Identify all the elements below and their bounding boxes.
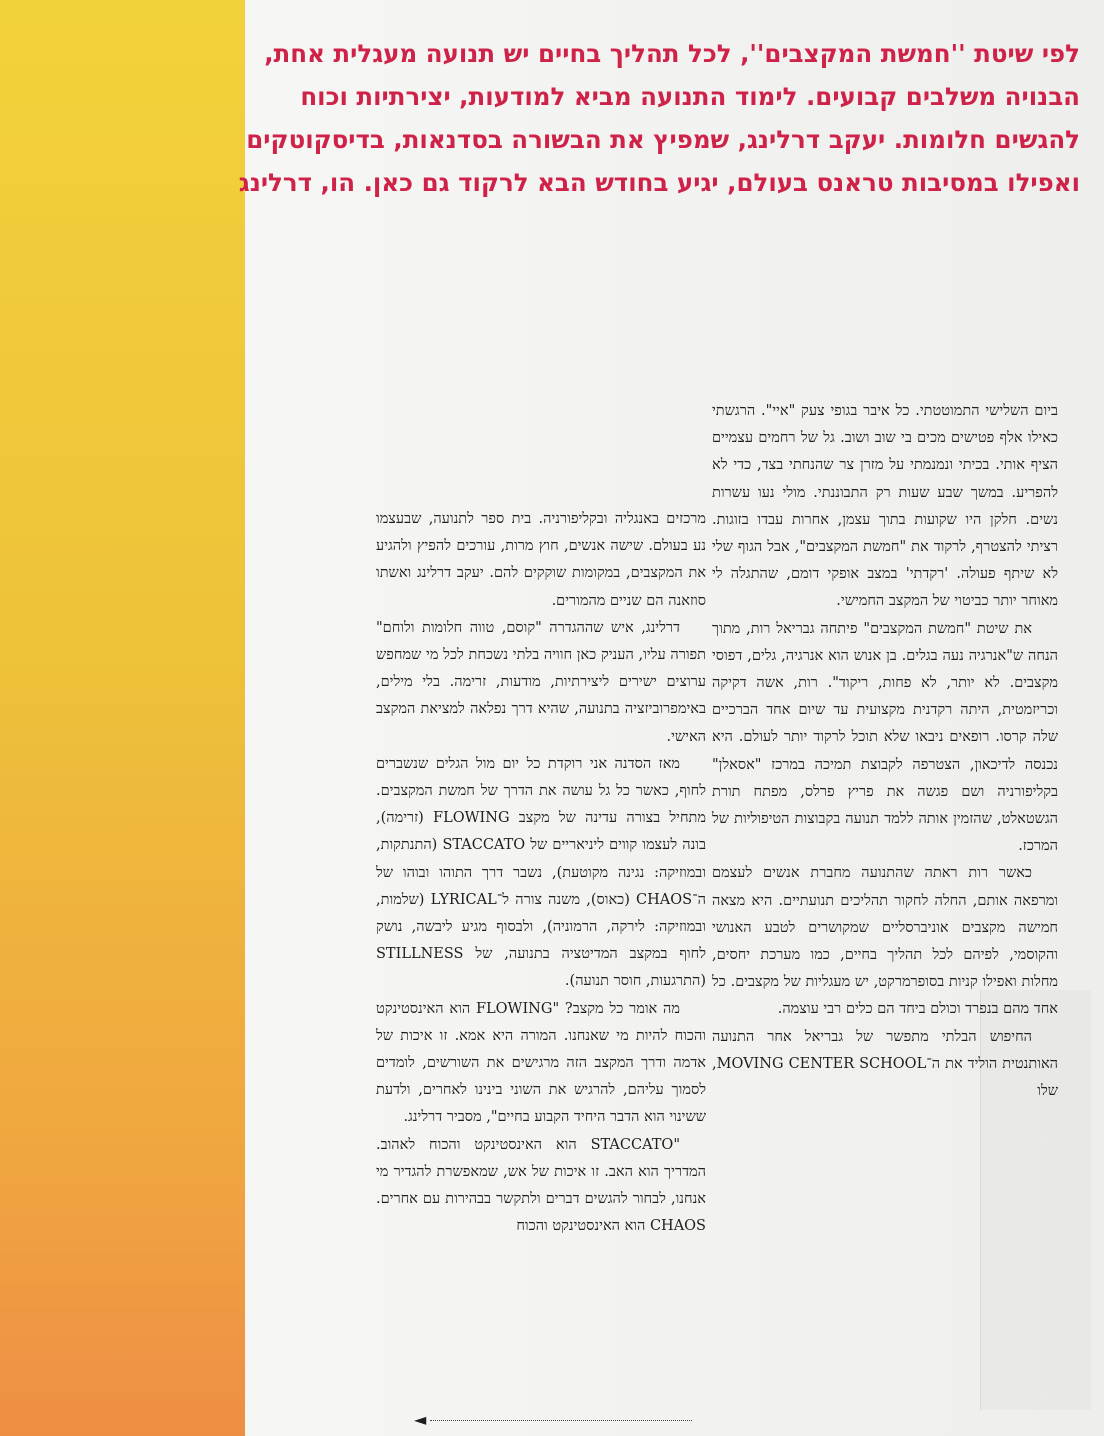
article-column-right: [712, 398, 1058, 1105]
body-paragraph: כאשר רות ראתה שהתנועה מחברת אנשים לעצמם ומרפאה אותם, החלה לחקור תהליכים תנועתיים. היא מצאה חמישה מקצבים אוניברסליים שמקושרים לטבע האנושי והקוסמי, לפיהם לכל תהליך בחיים, כמו מערכת יחסים, מחלות ואפילו קניות בסופרמרקט, יש מעגליות של מקצבים. כל אחד מהם בנפרד וכולם ביחד הם כלים רבי עוצמה.: [712, 865, 1058, 1018]
body-paragraph: מאז הסדנה אני רוקדת כל יום מול הגלים שנשברים לחוף, כאשר כל גל עושה את הדרך של חמשת המקצבים. מתחיל בצורה עדינה של מקצב FLOWING (זרימה), בונה לעצמו קווים ליניאריים של STACCATO (התנתקות, ובמוזיקה: נגינה מקוטעת), נשבר דרך התוהו ובוהו של ה־CHAOS (כאוס), משנה צורה ל־LYRICAL (שלמות, ובמוזיקה: לירקה, הרמוניה), ולבסוף מגיע ליבשה, נושק לחוף במקצב המדיטציה בתנועה, של STILLNESS (התרגעות, חוסר תנועה).: [376, 755, 706, 990]
body-paragraph: ביום השלישי התמוטטתי. כל איבר בגופי צעק "איי". הרגשתי כאילו אלף פטישים מכים בי שוב ושוב. גל של רחמים עצמיים הציף אותי. בכיתי ונמנמתי על מזרן צר שהנחתי בצד, כדי לא להפריע. במשך שבע שעות רק התבוננתי. מולי נעו עשרות נשים. חלקן היו שקועות בתוך עצמן, אחרות עבדו בזוגות. רציתי להצטרף, לרקוד את "חמשת המקצבים", אבל הגוף שלי לא שיתף פעולה. 'רקדתי' במצב אופקי דומם, שהתגלה לי מאוחר יותר כביטוי של המקצב החמישי.: [712, 403, 1058, 610]
article-column-left: [376, 506, 706, 1240]
lead-line: ואפילו במסיבות טראנס בעולם, יגיע בחודש הבא לרקוד גם כאן. הו, דרלינג: [238, 168, 1080, 197]
lead-line: הבנויה משלבים קבועים. לימוד התנועה מביא למודעות, יצירתיות וכוח: [300, 82, 1080, 111]
continue-indicator: [414, 1410, 694, 1430]
yellow-side-band: [0, 0, 245, 1436]
body-paragraph: מה אומר כל מקצב? "FLOWING הוא האינסטינקט והכוח להיות מי שאנחנו. המורה היא אמא. זו איכות של אדמה ודרך המקצב הזה מרגישים את השורשים, לומדים לסמוך עליהם, להרגיש את השוני בינינו לאחרים, ולדעת ששינוי הוא הדבר היחיד הקבוע בחיים", מסביר דרלינג.: [376, 1000, 706, 1126]
arrow-left-icon: ◄: [414, 1410, 427, 1429]
lead-line: להגשים חלומות. יעקב דרלינג, שמפיץ את הבשורה בסדנאות, בדיסקוטקים: [246, 125, 1080, 154]
body-paragraph: דרלינג, איש שההגדרה "קוסם, טווה חלומות ולוחם" תפורה עליו, העניק כאן חוויה בלתי נשכחת לכל מי שמחפש ערוצים ישירים ליצירתיות, מודעות, זרימה. בלי מילים, באימפרוביזציה בתנועה, שהיא דרך נפלאה למציאת המקצב האישי.: [376, 619, 706, 745]
body-paragraph: החיפוש הבלתי מתפשר של גבריאל אחר התנועה האותנטית הוליד את ה־MOVING CENTER SCHOOL, שלו: [712, 1028, 1058, 1100]
lead-paragraph: [12, 32, 1080, 204]
body-paragraph: "STACCATO הוא האינסטינקט והכוח לאהוב. המדריך הוא האב. זו איכות של אש, שמאפשרת להגדיר מי אנחנו, לבחור להגשים דברים ולתקשר בבהירות עם אחרים. CHAOS הוא האינסטינקט והכוח: [376, 1136, 706, 1235]
lead-line: לפי שיטת ''חמשת המקצבים'', לכל תהליך בחיים יש תנועה מעגלית אחת,: [264, 39, 1080, 68]
body-paragraph: מרכזים באנגליה ובקליפורניה. בית ספר לתנועה, שבעצמו נע בעולם. שישה אנשים, חוץ מרות, עורכים להפיץ ולהגיע את המקצבים, במקומות שוקקים להם. יעקב דרלינג ואשתו סוזאנה הם שניים מהמורים.: [376, 511, 706, 609]
body-paragraph: את שיטת "חמשת המקצבים" פיתחה גבריאל רות, מתוך הנחה ש"אנרגיה נעה בגלים. בן אנוש הוא אנרגיה, גלים, דפוסי מקצבים. לא יותר, לא פחות, ריקוד". רות, אשה דקיקה וכריזמטית, היתה רקדנית מקצועית עד שיום אחד הברכיים שלה קרסו. רופאים ניבאו שלא תוכל לרקוד יותר לעולם. היא נכנסה לדיכאון, הצטרפה לקבוצת תמיכה במרכז "אסאלן" בקליפורניה ושם פגשה את פריץ פרלס, מפתח תורת הגשטאלט, שהזמין אותה ללמד תנועה בקבוצות הטיפוליות של המרכז.: [712, 620, 1058, 855]
dotted-leader: [430, 1420, 692, 1421]
